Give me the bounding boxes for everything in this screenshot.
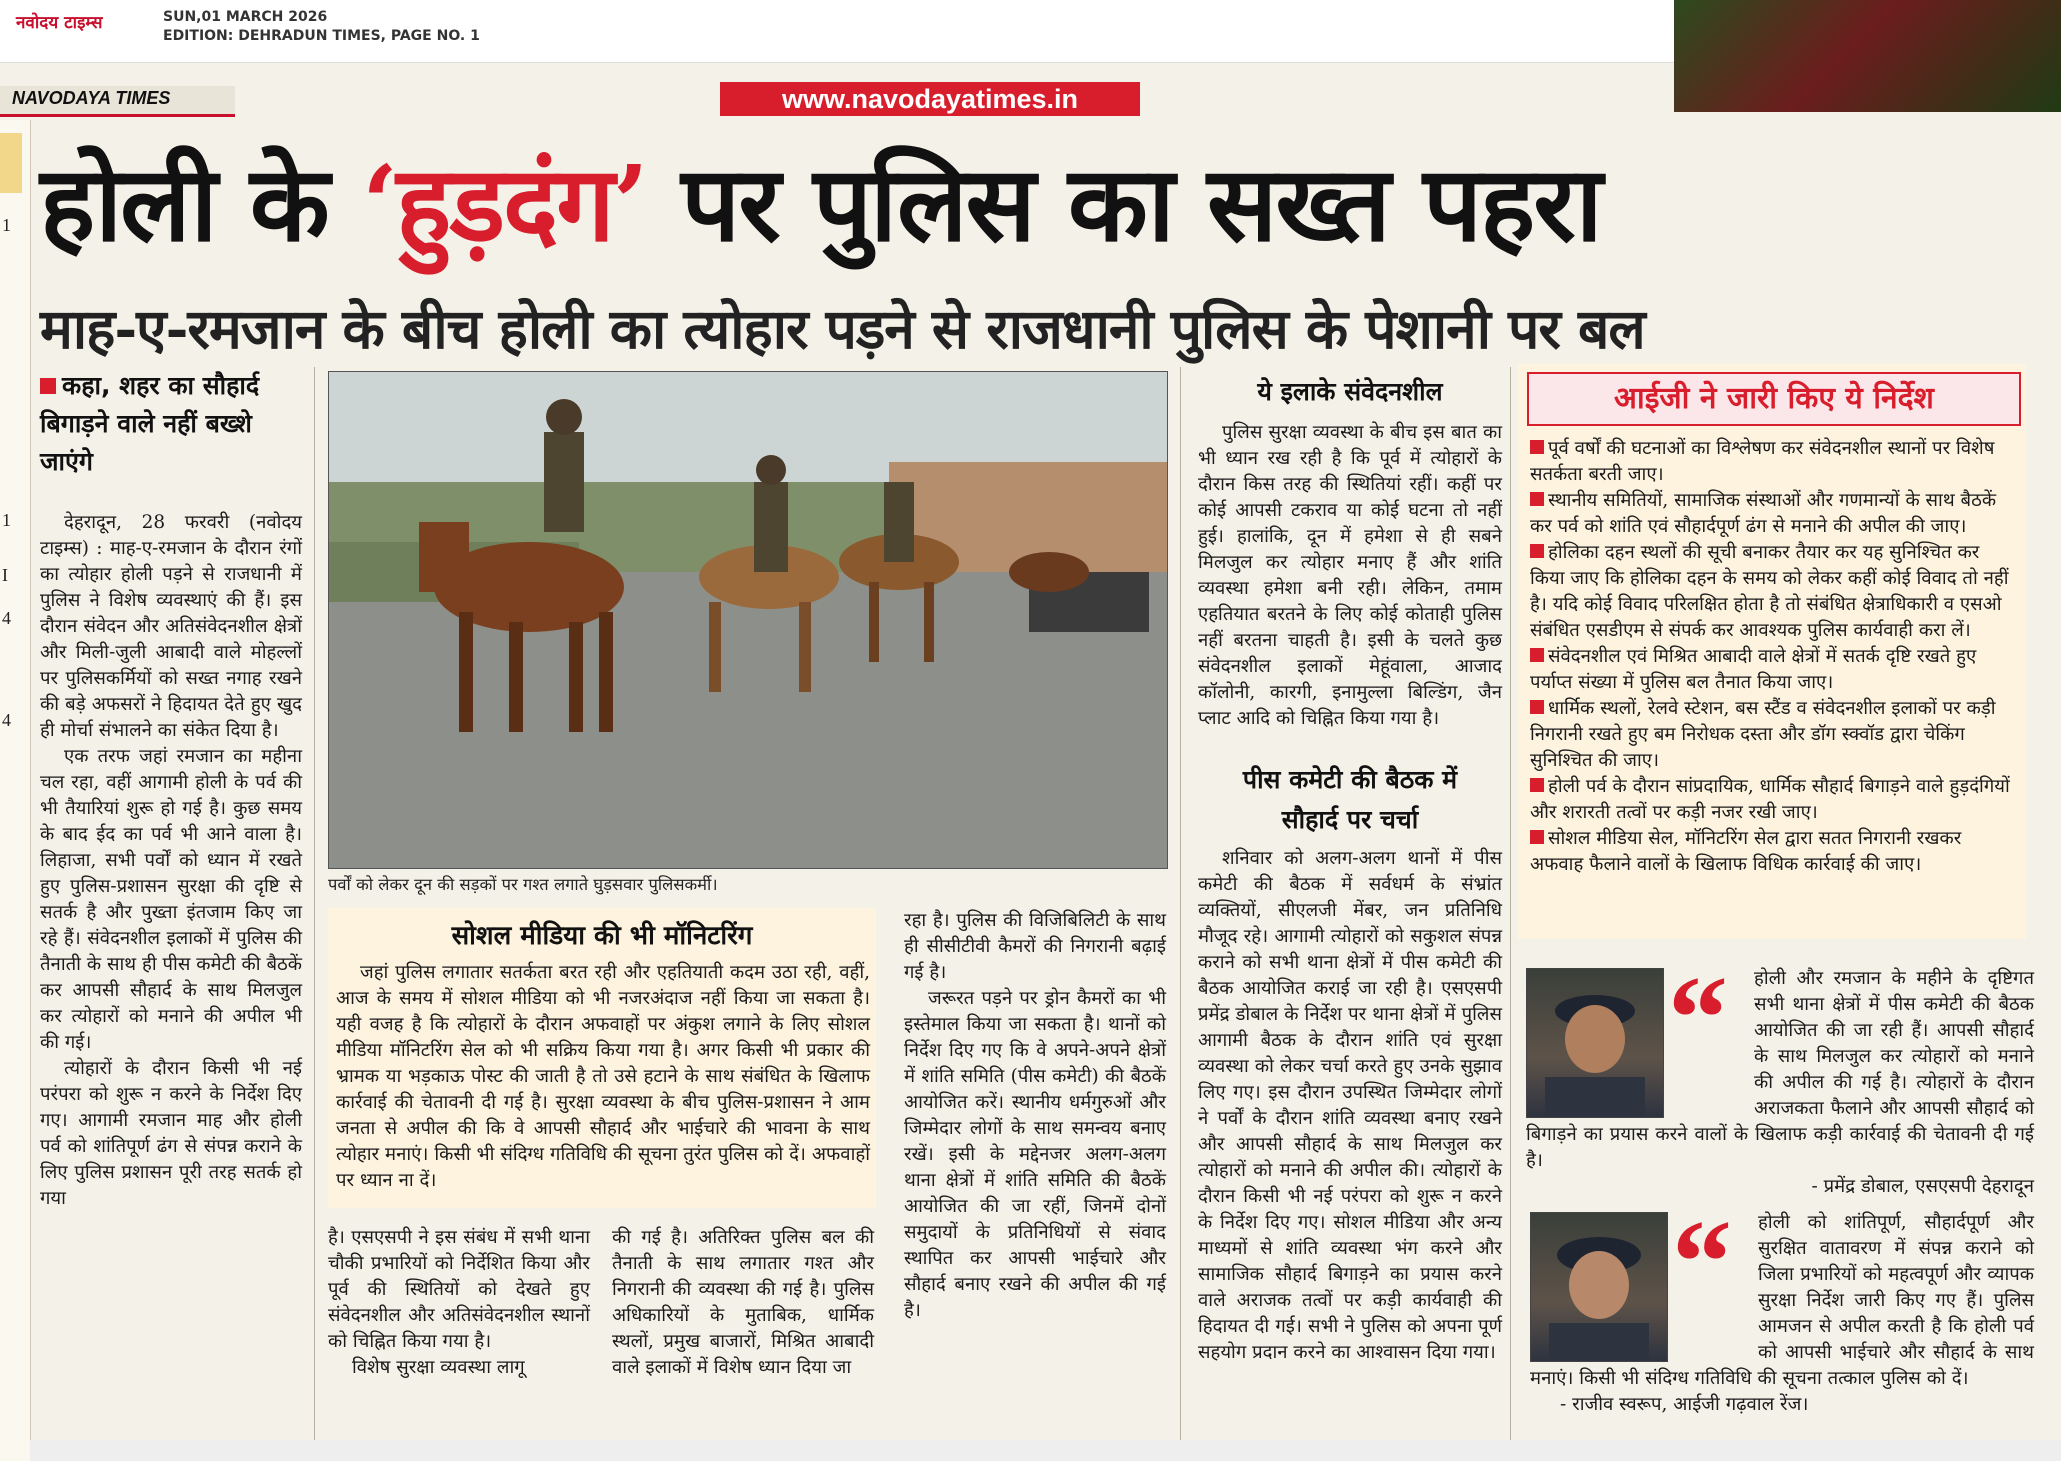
title-line: सौहार्द पर चर्चा [1281, 805, 1419, 834]
paragraph: एक तरफ जहां रमजान का महीना चल रहा, वहीं आगामी होली के पर्व की भी तैयारियां शुरू हो गई है। कुछ समय के बाद ईद का पर्व भी आने वाला है। लिहाजा, सभी पर्वों को ध्यान में रखते हुए पुलिस-प्रशासन सुरक्षा की दृष्टि से सतर्क है और पुख्ता इंतजाम किए जा रहे हैं। संवेदनशील इलाकों में पुलिस की तैनाती के साथ ही पीस कमेटी की बैठकें कर आपसी सौहार्द के साथ मिलजुल कर त्योहारों को मनाने की अपील भी की गई। [40, 746, 302, 1053]
spacer [1526, 951, 1754, 1118]
peace-committee-title [1198, 760, 1502, 840]
list-item: होली पर्व के दौरान सांप्रदायिक, धार्मिक सौहार्द बिगाड़ने वाले हुड़दंगियों और शरारती तत्वों पर कड़ी नजर रखी जाए। [1530, 776, 2010, 823]
headline-part2: पर पुलिस का सख्त पहरा [646, 142, 1601, 265]
photo-illustration [329, 372, 1167, 868]
quote-mark-icon: “ [1668, 951, 1728, 1084]
edge-number: 4 [2, 710, 11, 730]
sensitive-areas-title: ये इलाके संवेदनशील [1257, 377, 1443, 406]
red-bullet-icon [1530, 648, 1544, 662]
bottom-column-2 [612, 1225, 874, 1381]
list-item: पूर्व वर्षों की घटनाओं का विश्लेषण कर संवेदनशील स्थानों पर विशेष सतर्कता बरती जाए। [1530, 438, 1995, 485]
edge-number: 1 [2, 215, 11, 235]
paragraph: शनिवार को अलग-अलग थानों में पीस कमेटी की बैठक में सर्वधर्म के संभ्रांत व्यक्तियों, सीएलजी मेंबर, जन प्रतिनिधि मौजूद रहे। आगामी त्योहारों को सकुशल संपन्न कराने को सभी थाना क्षेत्रों में पीस कमेटी की बैठक आयोजित कराई जा रही है। एसएसपी प्रमेंद्र डोबाल के निर्देश पर थाना क्षेत्रों में पुलिस आगामी बैठक के दौरान शांति एवं सुरक्षा व्यवस्था को लेकर चर्चा करते हुए उनके सुझाव लिए गए। इस दौरान उपस्थित जिम्मेदार लोगों ने पर्वों के दौरान शांति व्यवस्था बनाए रखने और आपसी सौहार्द के साथ मिलजुल कर त्योहारों को मनाने की अपील की। त्योहारों के दौरान किसी भी नई परंपरा को शुरू न करने के निर्देश दिए गए। सोशल मीडिया और अन्य माध्यमों से शांति व्यवस्था भंग करने और सामाजिक सौहार्द बिगाड़ने का प्रयास करने वाले अराजक तत्वों पर कड़ी कार्यवाही की हिदायत दी गई। सभी ने पुलिस को अपना पूर्ण सहयोग प्रदान करने का आश्वासन दिया गया। [1198, 848, 1502, 1363]
left-page-edge [0, 120, 31, 1461]
quote-2-text: होली को शांतिपूर्ण, सौहार्दपूर्ण और सुरक्षित वातावरण में संपन्न कराने को जिला प्रभारियों को महत्वपूर्ण और व्यापक सुरक्षा निर्देश जारी किए गए हैं। पुलिस आमजन से अपील करती है कि होली पर्व को आपसी भाईचारे और सौहार्द के साथ मनाएं। किसी भी संदिग्ध गतिविधि की सूचना तत्काल पुलिस को दें। [1530, 1212, 2034, 1389]
paragraph: जहां पुलिस लगातार सतर्कता बरत रही और एहतियाती कदम उठा रही, वहीं, आज के समय में सोशल मीडिया को भी नजरअंदाज नहीं किया जा सकता है। यही वजह है कि त्योहारों के दौरान अफवाहों पर अंकुश लगाने के लिए सोशल मीडिया मॉनिटरिंग सेल को भी सक्रिय किया गया है। अगर किसी भी प्रकार की भ्रामक या भड़काऊ पोस्ट की जाती है तो उसे हटाने के साथ संबंधित के खिलाफ कार्रवाई की चेतावनी दी गई है। सुरक्षा व्यवस्था के बीच पुलिस-प्रशासन ने आम जनता से अपील की कि वे आपसी सौहार्द और भाईचारे की भावना के साथ त्योहार मनाएं। किसी भी संदिग्ध गतिविधि की सूचना तुरंत पुलिस को दें। अफवाहों पर ध्यान ना दें। [336, 962, 870, 1191]
column-divider [1180, 367, 1181, 1442]
paragraph: जरूरत पड़ने पर ड्रोन कैमरों का भी इस्तेमाल किया जा सकता है। थानों को निर्देश दिए गए कि वे अपने-अपने क्षेत्रों में शांति समिति (पीस कमेटी) की बैठकें आयोजित करें। स्थानीय धर्मगुरुओं और जिम्मेदार लोगों के साथ समन्वय बनाए रखें। इसी के मद्देनजर अलग-अलग थाना क्षेत्रों में शांति समिति की बैठकें आयोजित की जा रहीं, जिनमें दोनों समुदायों के प्रतिनिधियों से संवाद स्थापित कर आपसी भाईचारे और सौहार्द बनाए रखने की अपील की गई है। [904, 988, 1166, 1321]
quote-2-attribution: - राजीव स्वरूप, आईजी गढ़वाल रेंज। [1560, 1394, 1809, 1415]
red-bullet-icon [40, 378, 56, 394]
red-bullet-icon [1530, 778, 1544, 792]
red-bullet-icon [1530, 544, 1544, 558]
paragraph: त्योहारों के दौरान किसी भी नई परंपरा को शुरू न करने के निर्देश दिए गए। आगामी रमजान माह और होली पर्व को शांतिपूर्ण ढंग से संपन्न कराने के लिए पुलिस प्रशासन पूरी तरह सतर्क हो गया [40, 1058, 302, 1209]
bottom-column-3 [904, 908, 1166, 1324]
social-media-title: सोशल मीडिया की भी मॉनिटरिंग [451, 921, 753, 951]
quote-1 [1526, 951, 2034, 1200]
side-heading-text: कहा, शहर का सौहार्द बिगाड़ने वाले नहीं बख्शे जाएंगे [40, 371, 260, 476]
paragraph: की गई है। अतिरिक्त पुलिस बल की तैनाती के साथ लगातार गश्त और निगरानी की व्यवस्था की गई है। पुलिस अधिकारियों के मुताबिक, धार्मिक स्थलों, प्रमुख बाजारों, मिश्रित आबादी वाले इलाकों में विशेष ध्यान दिया जा [612, 1227, 874, 1378]
title-line: पीस कमेटी की बैठक में [1242, 765, 1458, 794]
list-item: धार्मिक स्थलों, रेलवे स्टेशन, बस स्टैंड व संवेदनशील इलाकों पर कड़ी निगरानी रखते हुए बम निरोधक दस्ता और डॉग स्क्वॉड द्वारा चेकिंग सुनिश्चित की जाए। [1530, 698, 1996, 771]
publisher-logo[interactable]: नवोदय टाइम्स [16, 13, 103, 33]
photo-caption: पर्वों को लेकर दून की सड़कों पर गश्त लगाते घुड़सवार पुलिसकर्मी। [328, 875, 718, 894]
edition-date: SUN,01 MARCH 2026 [163, 9, 328, 25]
social-media-text [336, 960, 870, 1194]
paragraph: पुलिस सुरक्षा व्यवस्था के बीच इस बात का भी ध्यान रख रही है कि पूर्व में त्योहारों के दौरान किस तरह की स्थितियां रहीं। कहीं पर कोई आपसी टकराव या कोई घटना तो नहीं हुई। हालांकि, दून में हमेशा से ही सबने मिलजुल कर त्योहार मनाए हैं और शांति व्यवस्था हमेशा बनी रही। लेकिन, तमाम एहतियात बरतने के लिए कोई कोताही पुलिस नहीं बरतना चाहती है। इसी के चलते कुछ संवेदनशील इलाकों मेहूंवाला, आजाद कॉलोनी, कारगी, इनामुल्ला बिल्डिंग, जैन प्लाट आदि को चिह्नित किया गया है। [1198, 422, 1502, 729]
brand-name: NAVODAYA TIMES [12, 88, 171, 108]
sub-headline: माह-ए-रमजान के बीच होली का त्योहार पड़ने से राजधानी पुलिस के पेशानी पर बल [40, 296, 1645, 361]
ig-directions-title: आईजी ने जारी किए ये निर्देश [1527, 372, 2021, 426]
top-right-photo [1674, 0, 2061, 112]
sensitive-areas-text [1198, 420, 1502, 732]
edition-name: EDITION: DEHRADUN TIMES, PAGE NO. 1 [163, 28, 480, 44]
paragraph: है। एसएसपी ने इस संबंध में सभी थाना चौकी प्रभारियों को निर्देशित किया और पूर्व की स्थितियों को देखते हुए संवेदनशील और अतिसंवेदनशील स्थानों को चिह्नित किया गया है। [328, 1227, 590, 1352]
paragraph: देहरादून, 28 फरवरी (नवोदय टाइम्स) : माह-ए-रमजान के दौरान रंगों का त्योहार होली पड़ने से राजधानी में पुलिस ने विशेष व्यवस्थाएं की हैं। इस दौरान संवेदन और अतिसंवेदनशील क्षेत्रों और मिली-जुली आबादी वाले मोहल्लों पर पुलिसकर्मियों को सख्त नगाह रखने की बड़े अफसरों ने हिदायत देते हुए खुद ही मोर्चा संभालने का संकेत दिया है। [40, 512, 302, 741]
red-bullet-icon [1530, 440, 1544, 454]
paragraph: विशेष सुरक्षा व्यवस्था लागू [352, 1357, 525, 1378]
edge-number: I [2, 565, 8, 585]
main-headline [40, 130, 2050, 265]
mounted-police-photo[interactable] [328, 371, 1168, 869]
headline-part1: होली के [40, 142, 362, 265]
next-headline-strip [30, 1440, 2061, 1461]
spacer [1530, 1195, 1758, 1362]
list-item: सोशल मीडिया सेल, मॉनिटरिंग सेल द्वारा सतत निगरानी रखकर अफवाह फैलाने वालों के खिलाफ विधिक कार्रवाई की जाए। [1530, 828, 1962, 875]
paragraph: रहा है। पुलिस की विजिबिलिटी के साथ ही सीसीटीवी कैमरों की निगरानी बढ़ाई गई है। [904, 910, 1166, 983]
ig-directions-list [1530, 436, 2016, 878]
red-bullet-icon [1530, 492, 1544, 506]
left-side-heading [40, 367, 310, 481]
red-bullet-icon [1530, 700, 1544, 714]
left-edge-tab [0, 133, 22, 193]
peace-committee-text [1198, 846, 1502, 1366]
quote-1-attribution: - प्रमेंद्र डोबाल, एसएसपी देहरादून [1811, 1176, 2034, 1197]
headline-highlight: ‘हुड़दंग’ [361, 142, 647, 265]
list-item: होलिका दहन स्थलों की सूची बनाकर तैयार कर यह सुनिश्चित कर किया जाए कि होलिका दहन के समय को लेकर कहीं कोई विवाद तो नहीं है। यदि कोई विवाद परिलक्षित होता है तो संबंधित क्षेत्राधिकारी व एसओ संबंधित एसडीएम से संपर्क कर आवश्यक पुलिस कार्यवाही करा लें। [1530, 542, 2009, 641]
list-item: संवेदनशील एवं मिश्रित आबादी वाले क्षेत्रों में सतर्क दृष्टि रखते हुए पर्याप्त संख्या में पुलिस बल तैनात किया जाए। [1530, 646, 1977, 693]
column-divider [1510, 367, 1511, 1442]
list-item: स्थानीय समितियों, सामाजिक संस्थाओं और गणमान्यों के साथ बैठकें कर पर्व को शांति एवं सौहार्दपूर्ण ढंग से मनाने की अपील की जाए। [1530, 490, 1997, 537]
website-url[interactable]: www.navodayatimes.in [781, 84, 1079, 114]
quote-1-text: होली और रमजान के महीने के दृष्टिगत सभी थाना क्षेत्रों में पीस कमेटी की बैठक आयोजित की जा रही हैं। आपसी सौहार्द के साथ मिलजुल कर त्योहारों को मनाने की अपील की गई है। त्योहारों के दौरान अराजकता फैलाने और आपसी सौहार्द को बिगाड़ने का प्रयास करने वालों के खिलाफ कड़ी कार्रवाई की चेतावनी दी गई है। [1526, 968, 2034, 1171]
left-column-text [40, 510, 302, 1212]
column-divider [314, 367, 315, 1442]
edition-info [163, 8, 480, 46]
quote-mark-icon: “ [1672, 1195, 1732, 1328]
bottom-column-1 [328, 1225, 590, 1381]
red-bullet-icon [1530, 830, 1544, 844]
edge-number: 1 [2, 510, 11, 530]
quote-2 [1530, 1195, 2034, 1418]
edge-number: 4 [2, 608, 11, 628]
